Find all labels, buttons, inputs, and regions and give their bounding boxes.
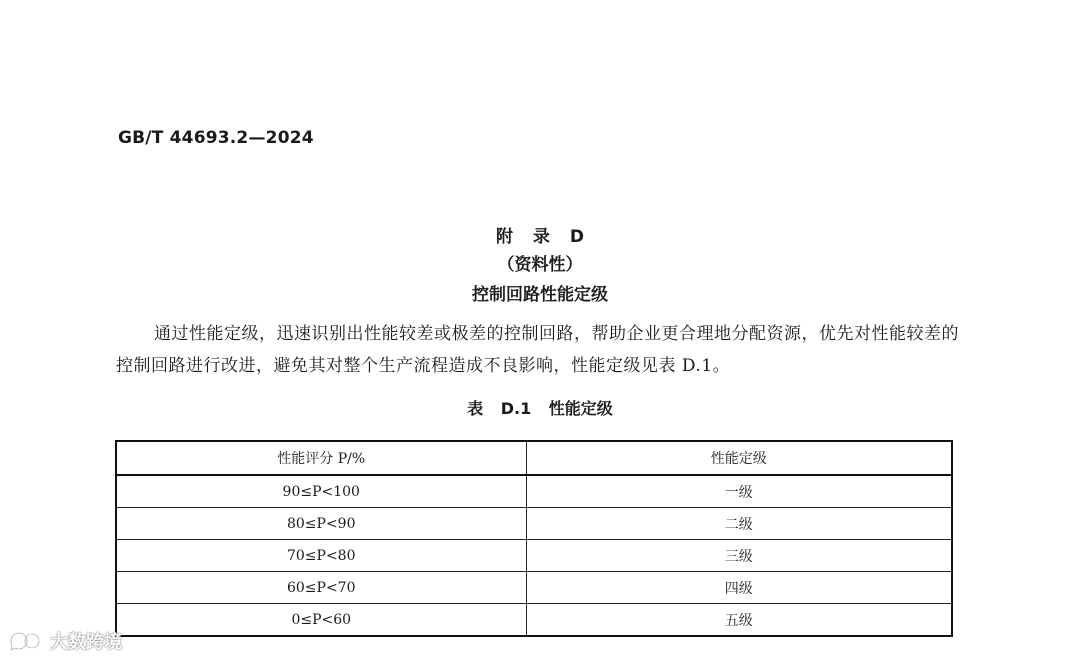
column-header-grade: 性能定级 (526, 441, 952, 475)
grade-cell: 一级 (526, 475, 952, 508)
performance-grading-table (115, 440, 953, 637)
table-row (116, 604, 952, 637)
column-header-score: 性能评分 P/% (116, 441, 526, 475)
score-range-cell: 70≤P<80 (116, 540, 526, 572)
score-range-cell: 60≤P<70 (116, 572, 526, 604)
table-header-row (116, 441, 952, 475)
annex-nature: （资料性） (497, 255, 583, 275)
table-row (116, 475, 952, 508)
watermark-text: 大数跨境 (50, 632, 122, 653)
standard-code: GB/T 44693.2—2024 (118, 128, 314, 148)
watermark (8, 628, 122, 654)
score-range-cell: 0≤P<60 (116, 604, 526, 637)
grade-cell: 三级 (526, 540, 952, 572)
body-paragraph: 通过性能定级，迅速识别出性能较差或极差的控制回路，帮助企业更合理地分配资源，优先对性能较差的控制回路进行改进，避免其对整个生产流程造成不良影响，性能定级见表 D.1。 (116, 324, 959, 376)
annex-title: 附 录 D (496, 227, 584, 247)
annex-heading: 控制回路性能定级 (472, 285, 608, 305)
score-range-cell: 80≤P<90 (116, 508, 526, 540)
grade-cell: 二级 (526, 508, 952, 540)
table-row (116, 572, 952, 604)
grade-cell: 五级 (526, 604, 952, 637)
table-caption: 表 D.1 性能定级 (467, 399, 613, 418)
score-range-cell: 90≤P<100 (116, 475, 526, 508)
table-row (116, 540, 952, 572)
chat-bubble-logo-icon (8, 630, 46, 652)
grade-cell: 四级 (526, 572, 952, 604)
table-row (116, 508, 952, 540)
